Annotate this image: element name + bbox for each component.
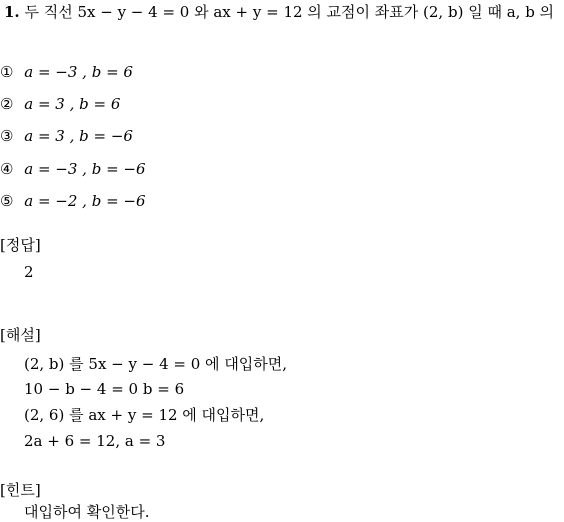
explanation-line: (2, b) 를 5x − y − 4 = 0 에 대입하면, <box>24 355 288 373</box>
explanation-header: [해설] <box>0 326 41 344</box>
explanation-line: 10 − b − 4 = 0 b = 6 <box>24 380 185 398</box>
answer-header: [정답] <box>0 236 41 254</box>
choice-text: a = 3 , b = 6 <box>24 95 121 113</box>
choice-label: ① <box>0 63 14 81</box>
question-text: 두 직선 5x − y − 4 = 0 와 ax + y = 12 의 교점이 좌표가 (2, b) 일 때 a, b 의 <box>24 3 555 21</box>
explanation-line: (2, 6) 를 ax + y = 12 에 대입하면, <box>24 406 265 424</box>
choice-item <box>0 94 120 114</box>
choice-item <box>0 62 133 82</box>
hint-header: [힌트] <box>0 481 41 499</box>
choice-text: a = 3 , b = −6 <box>24 127 133 145</box>
choice-item <box>0 159 146 179</box>
choice-label: ③ <box>0 127 14 145</box>
choice-label: ② <box>0 95 14 113</box>
choice-text: a = −3 , b = 6 <box>24 63 133 81</box>
answer-value: 2 <box>24 263 34 281</box>
choice-text: a = −2 , b = −6 <box>24 192 146 210</box>
choice-item <box>0 191 146 211</box>
question-line <box>4 2 554 22</box>
choice-label: ④ <box>0 160 14 178</box>
hint-text: 대입하여 확인한다. <box>24 503 150 521</box>
choice-item <box>0 126 133 146</box>
choice-text: a = −3 , b = −6 <box>24 160 146 178</box>
explanation-line: 2a + 6 = 12, a = 3 <box>24 432 166 450</box>
question-number: 1. <box>4 3 20 21</box>
choice-label: ⑤ <box>0 192 14 210</box>
